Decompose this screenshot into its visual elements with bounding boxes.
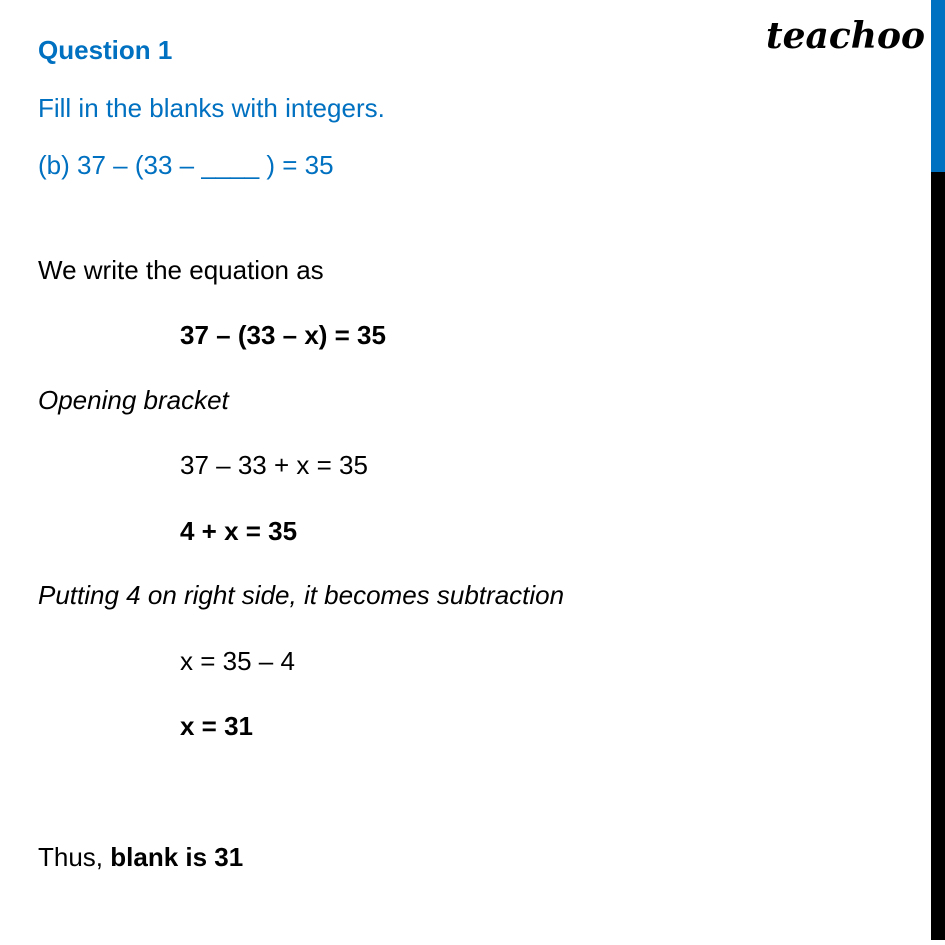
- step1-line2: 4 + x = 35: [180, 516, 298, 546]
- step1-line1: 37 – 33 + x = 35: [180, 450, 368, 480]
- conclusion-answer: blank is 31: [110, 842, 244, 872]
- teachoo-logo: teachoo: [766, 15, 925, 57]
- side-bar-black-segment: [931, 172, 945, 940]
- conclusion-prefix: Thus,: [38, 842, 111, 872]
- question-problem: (b) 37 – (33 – ____ ) = 35: [38, 150, 334, 180]
- side-accent-bar: [931, 0, 945, 945]
- conclusion: [38, 842, 243, 872]
- step2-line2: x = 31: [180, 711, 254, 741]
- solution-intro: We write the equation as: [38, 255, 324, 285]
- question-title: Question 1: [38, 35, 173, 65]
- solution-equation: 37 – (33 – x) = 35: [180, 320, 386, 350]
- step2-label: Putting 4 on right side, it becomes subtraction: [38, 580, 565, 610]
- step2-line1: x = 35 – 4: [180, 646, 295, 676]
- side-bar-blue-segment: [931, 0, 945, 172]
- question-instruction: Fill in the blanks with integers.: [38, 93, 385, 123]
- step1-label: Opening bracket: [38, 385, 229, 415]
